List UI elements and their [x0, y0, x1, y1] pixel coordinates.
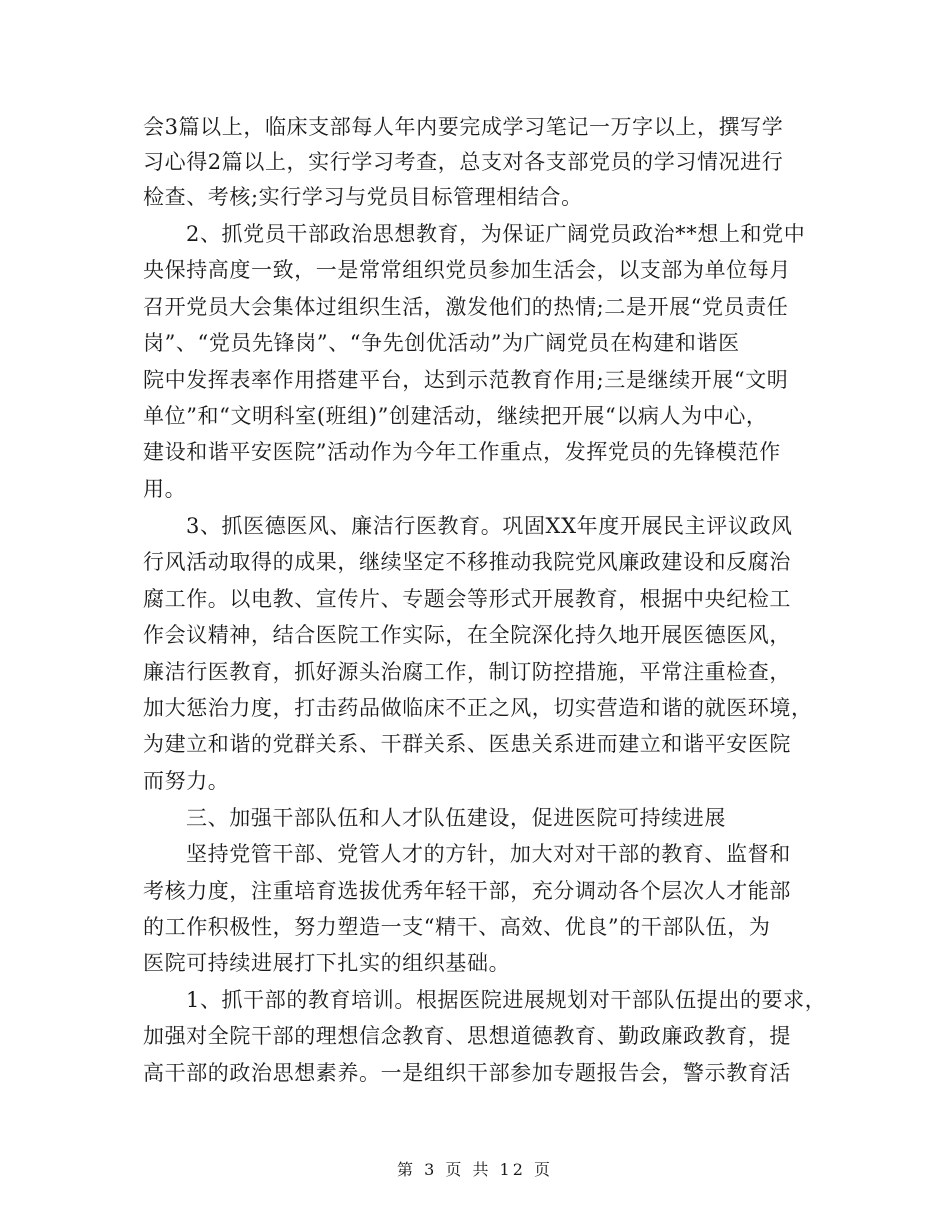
text-line: 加大惩治力度，打击药品做临床不正之风，切实营造和谐的就医环境，: [143, 696, 813, 720]
text-line: 廉洁行医教育，抓好源头治腐工作，制订防控措施，平常注重检查，: [143, 660, 791, 684]
paragraph-first-line: 3、抓医德医风、廉洁行医教育。巩固XX年度开展民主评议政风: [186, 514, 793, 538]
text-line: 作会议精神，结合医院工作实际，在全院深化持久地开展医德医风，: [143, 623, 791, 647]
text-line: 会3篇以上，临床支部每人年内要完成学习笔记一万字以上，撰写学: [143, 115, 784, 139]
text-line: 单位”和“文明科室(班组)”创建活动，继续把开展“以病人为中心，: [143, 404, 768, 428]
text-line: 的工作积极性，努力塑造一支“精干、高效、优良”的干部队伍，为: [143, 915, 771, 939]
text-line: 考核力度，注重培育选拔优秀年轻干部，充分调动各个层次人才能部: [143, 879, 791, 903]
text-line: 检查、考核;实行学习与党员目标管理相结合。: [143, 185, 583, 209]
paragraph-first-line: 1、抓干部的教育培训。根据医院进展规划对干部队伍提出的要求，: [186, 988, 827, 1012]
text-line: 高干部的政治思想素养。一是组织干部参加专题报告会，警示教育活: [143, 1061, 791, 1085]
text-line: 习心得2篇以上，实行学习考查，总支对各支部党员的学习情况进行: [143, 150, 784, 174]
text-line: 医院可持续进展打下扎实的组织基础。: [143, 951, 511, 975]
text-line: 建设和谐平安医院”活动作为今年工作重点，发挥党员的先锋模范作: [143, 440, 781, 464]
paragraph-first-line: 坚持党管干部、党管人才的方针，加大对对干部的教育、监督和: [186, 842, 791, 866]
text-line: 岗”、“党员先锋岗”、“争先创优活动”为广阔党员在构建和谐医: [143, 331, 740, 355]
paragraph-first-line: 2、抓党员干部政治思想教育，为保证广阔党员政治**想上和党中: [186, 222, 806, 246]
section-heading: 三、加强干部队伍和人才队伍建设，促进医院可持续进展: [186, 806, 726, 830]
text-line: 召开党员大会集体过组织生活，激发他们的热情;二是开展“党员责任: [143, 295, 789, 319]
text-line: 加强对全院干部的理想信念教育、思想道德教育、勤政廉政教育，提: [143, 1024, 791, 1048]
text-line: 而努力。: [143, 769, 230, 793]
text-line: 为建立和谐的党群关系、干群关系、医患关系进而建立和谐平安医院: [143, 732, 791, 756]
page-number-footer: 第 3 页 共 12 页: [397, 1160, 553, 1179]
text-line: 腐工作。以电教、宣传片、专题会等形式开展教育，根据中央纪检工: [143, 587, 791, 611]
text-line: 行风活动取得的成果，继续坚定不移推动我院党风廉政建设和反腐治: [143, 550, 791, 574]
text-line: 用。: [143, 477, 187, 501]
text-line: 院中发挥表率作用搭建平台，达到示范教育作用;三是继续开展“文明: [143, 368, 789, 392]
text-line: 央保持高度一致，一是常常组织党员参加生活会，以支部为单位每月: [143, 258, 791, 282]
